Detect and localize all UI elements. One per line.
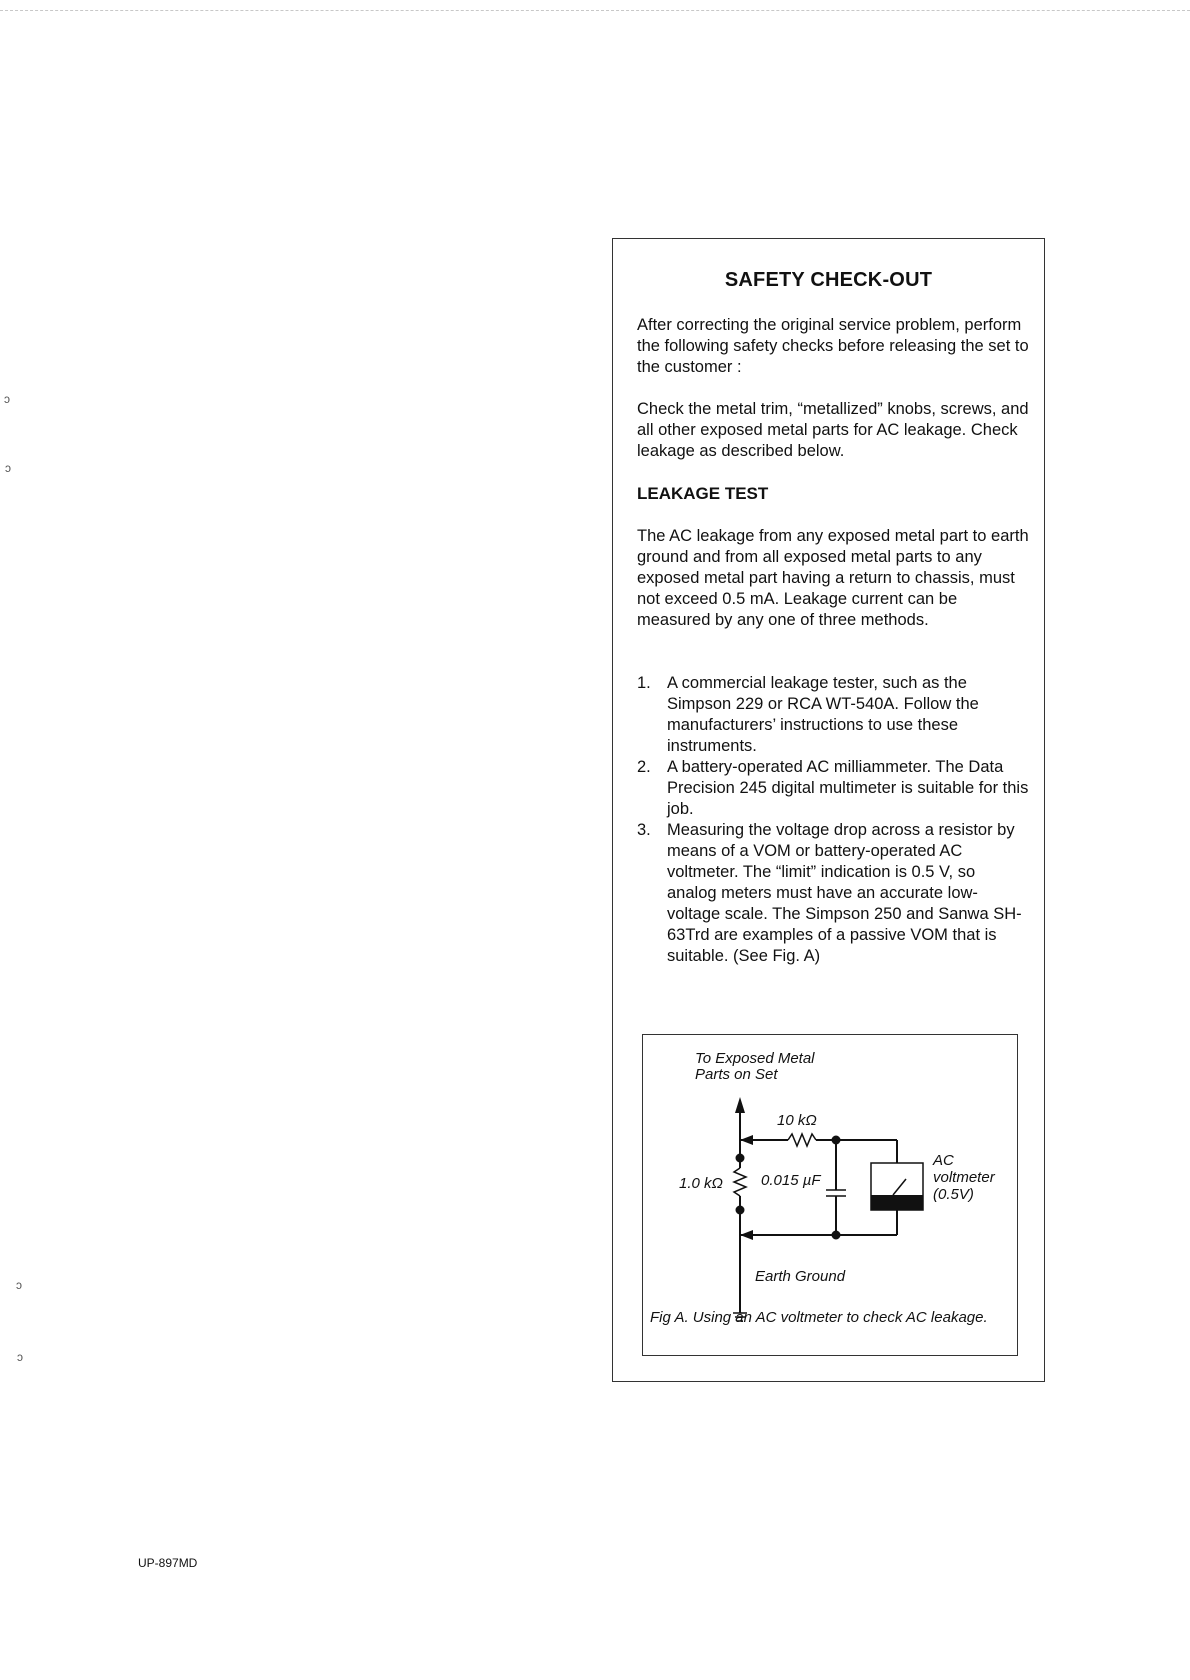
methods-list <box>637 673 1029 967</box>
list-item <box>637 820 1029 967</box>
list-number: 3. <box>637 821 651 839</box>
label-resistor-1k: 1.0 kΩ <box>679 1175 723 1192</box>
list-item <box>637 673 1029 757</box>
binding-hole-mark: ɔ <box>5 461 11 475</box>
list-number: 2. <box>637 758 651 776</box>
label-capacitor: 0.015 µF <box>761 1172 821 1189</box>
label-earth-ground: Earth Ground <box>755 1268 846 1285</box>
scan-edge-line <box>0 10 1190 12</box>
resistor-1k-icon <box>734 1168 746 1196</box>
panel-title: SAFETY CHECK-OUT <box>724 269 933 291</box>
list-text: Measuring the voltage drop across a resistor by means of a VOM or battery-operated AC voltmeter. The “limit” indication is 0.5 V, so analog meters must have an accurate low-voltage scale. The Simpson 250 and Sanwa SH-63Trd are examples of a passive VOM that is suitable. (See Fig. A) <box>667 821 1022 965</box>
list-text: A battery-operated AC milliammeter. The Data Precision 245 digital multimeter is suitable for this job. <box>667 758 1029 818</box>
label-exposed-metal-2: Parts on Set <box>695 1066 778 1083</box>
leakage-paragraph: The AC leakage from any exposed metal part to earth ground and from all exposed metal parts to any exposed metal part having a return to chassis, must not exceed 0.5 mA. Leakage current can be measured by any one of three methods. <box>637 527 1029 629</box>
resistor-10k-icon <box>788 1134 816 1146</box>
figure-caption: Fig A. Using an AC voltmeter to check AC leakage. <box>650 1309 988 1326</box>
intro-paragraph: After correcting the original service problem, perform the following safety checks before releasing the set to the customer : <box>637 316 1029 376</box>
leakage-test-heading: LEAKAGE TEST <box>637 484 769 503</box>
list-item <box>637 757 1029 820</box>
label-meter-ac: AC <box>933 1152 954 1169</box>
label-exposed-metal-1: To Exposed Metal <box>695 1050 815 1067</box>
label-resistor-10k: 10 kΩ <box>777 1112 817 1129</box>
document-code: UP-897MD <box>138 1556 198 1570</box>
figure-a <box>642 1034 1018 1356</box>
safety-checkout-panel <box>612 238 1045 1382</box>
list-number: 1. <box>637 674 651 692</box>
check-paragraph: Check the metal trim, “metallized” knobs, screws, and all other exposed metal parts for AC leakage. Check leakage as described below. <box>637 400 1029 460</box>
leakage-circuit-diagram <box>643 1035 1017 1355</box>
list-text: A commercial leakage tester, such as the Simpson 229 or RCA WT-540A. Follow the manufacturers’ instructions to use these instruments. <box>667 674 979 755</box>
label-meter-range: (0.5V) <box>933 1186 974 1203</box>
probe-arrow-icon <box>735 1097 745 1113</box>
binding-hole-mark: ɔ <box>17 1350 23 1364</box>
label-meter-voltmeter: voltmeter <box>933 1169 995 1186</box>
binding-hole-mark: ɔ <box>16 1278 22 1292</box>
binding-hole-mark: ɔ <box>4 392 10 406</box>
